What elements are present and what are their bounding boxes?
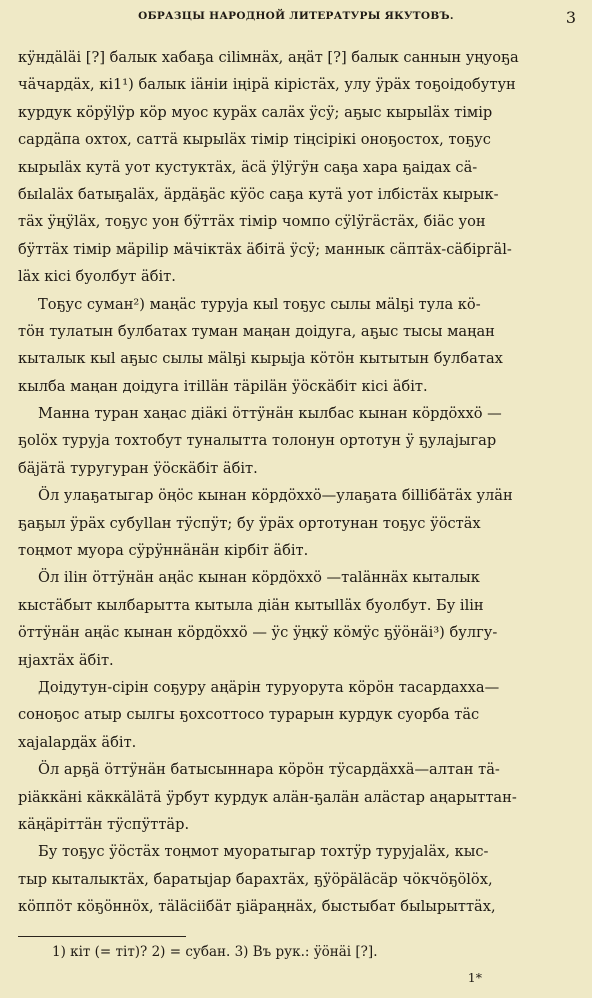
text-line: кылба маңан доідуга ітіllӓн тӓріlӓн ӱӧскӓбіт кісі ӓбіт. bbox=[18, 377, 428, 395]
text-line: тыр кыталыктӓх, баратыјар барахтӓх, ҕӱӧрӓlӓсӓр чӧкчӧҕӧlӧх, bbox=[18, 870, 493, 888]
running-head: ОБРАЗЦЫ НАРОДНОЙ ЛИТЕРАТУРЫ ЯКУТОВЪ. bbox=[138, 10, 454, 22]
text-line: кырыlӓх кутӓ уот кустуктӓх, ӓсӓ ӱlӱгӱн саҕа хара ҕаідах сӓ- bbox=[18, 158, 478, 176]
footnote-rule bbox=[18, 936, 186, 937]
text-line: кӱндӓlӓі [?] балык хабаҕа сіlімнӓх, аңӓт [?] балык саннын уңуоҕа bbox=[18, 49, 519, 66]
text-line: Ӧл арҕӓ ӧттӱнӓн батысыннара кӧрӧн тӱсардӓххӓ—алтан тӓ- bbox=[38, 761, 500, 779]
text-line: кӓңӓріттӓн тӱспӱттӓр. bbox=[18, 815, 190, 833]
text-line: Ӧл іlін ӧттӱнӓн аңӓс кынан кӧрдӧххӧ —таlӓннӓх кыталык bbox=[38, 569, 480, 587]
text-line: ҕоlӧх туруја тохтобут туналытта толонун ортотун ӱ ҕулајыгар bbox=[18, 432, 497, 450]
text-line: бӱттӓх тімір мӓріlір мӓчіктӓх ӓбітӓ ӱсӱ; маннык сӓптӓх-сӓбіргӓl- bbox=[18, 240, 512, 258]
text-line: Ӧл улаҕатыгар ӧңӧс кынан кӧрдӧххӧ—улаҕата біllібӓтӓх улӓн bbox=[38, 487, 513, 505]
page-number: 3 bbox=[565, 8, 576, 27]
text-line: Бу тоҕус ӱӧстӓх тоңмот муоратыгар тохтӱр туруjаlӓх, кыс- bbox=[38, 843, 489, 861]
text-line: курдук кӧрӱlӱр кӧр муос курӓх салӓх ӱсӱ; аҕыс кырыlӓх тімір bbox=[18, 103, 493, 121]
text-line: lӓх кісі буолбут ӓбіт. bbox=[18, 268, 176, 286]
text-line: кӧппӧт кӧҕӧннӧх, тӓlӓсіібӓт ҕіӓраңнӓх, быстыбат быlырыттӓх, bbox=[18, 898, 496, 916]
text-line: нјахтӓх ӓбіт. bbox=[18, 651, 114, 669]
text-line: тӓх ӱңӱlӓх, тоҕус уон бӱттӓх тімір чомпо сӱlӱгӓстӓх, біӓс уон bbox=[18, 213, 486, 231]
text-line: кыталык кыl аҕыс сылы мӓlҕі кырыја кӧтӧн кытытын булбатах bbox=[18, 350, 503, 368]
text-line: сардӓпа охтох, саттӓ кырыlӓх тімір тіңсірікі оноҕостох, тоҕус bbox=[18, 131, 491, 149]
text-line: хајаlардӓх ӓбіт. bbox=[18, 733, 137, 751]
text-line: Доідутун-сірін соҕуру аңӓрін туруорута кӧрӧн тасардаххa— bbox=[38, 678, 500, 696]
text-line: быlаlӓх батыҕаlӓх, ӓрдӓҕӓс кӱӧс саҕа кутӓ уот ілбістӓх кырык- bbox=[18, 185, 499, 203]
text-line: ҕаҕыл ӱрӓх субуllан тӱспӱт; бу ӱрӓх ортотунан тоҕус ӱӧстӓх bbox=[18, 514, 481, 532]
text-line: тоңмот муора сӱрӱннӓнӓн кірбіт ӓбіт. bbox=[18, 542, 309, 560]
page-header bbox=[0, 8, 592, 30]
text-line: ріӓккӓні кӓккӓlӓтӓ ӱрбут курдук алӓн-ҕалӓн алӓстар аңарыттан- bbox=[18, 788, 517, 806]
footnotes: 1) кіт (= тіт)? 2) = субан. 3) Въ рук.: ӱӧнӓі [?]. bbox=[52, 944, 378, 960]
text-line: Тоҕус суман²) маңӓс туруја кыl тоҕус сылы мӓlҕі тула кӧ- bbox=[38, 295, 481, 313]
signature-mark: 1* bbox=[467, 970, 482, 985]
text-line: чӓчардӓх, кі1¹) балык іӓніи іңірӓ кірістӓх, улу ӱрӓх тоҕоідобутун bbox=[18, 76, 516, 94]
text-line: бӓјӓтӓ туругуран ӱӧскӓбіт ӓбіт. bbox=[18, 459, 258, 477]
text-line: ӧттӱнӓн аңӓс кынан кӧрдӧххӧ — ӱс ӱңкӱ кӧмӱс ҕӱӧнӓі³) булгу- bbox=[18, 624, 498, 642]
text-line: Манна туран хаңас діӓкі ӧттӱнӓн кылбас кынан кӧрдӧххӧ — bbox=[38, 405, 502, 423]
text-line: тӧн тулатын булбатах туман маңан доідуга, аҕыс тысы маңан bbox=[18, 322, 495, 340]
text-line: соноҕос атыр сылгы ҕохсоттосо турарын курдук суорба тӓс bbox=[18, 706, 480, 724]
body-text bbox=[18, 44, 578, 921]
text-line: кыстӓбыт кылбарытта кытыла діӓн кытыllӓх буолбут. Бу іlін bbox=[18, 596, 484, 614]
